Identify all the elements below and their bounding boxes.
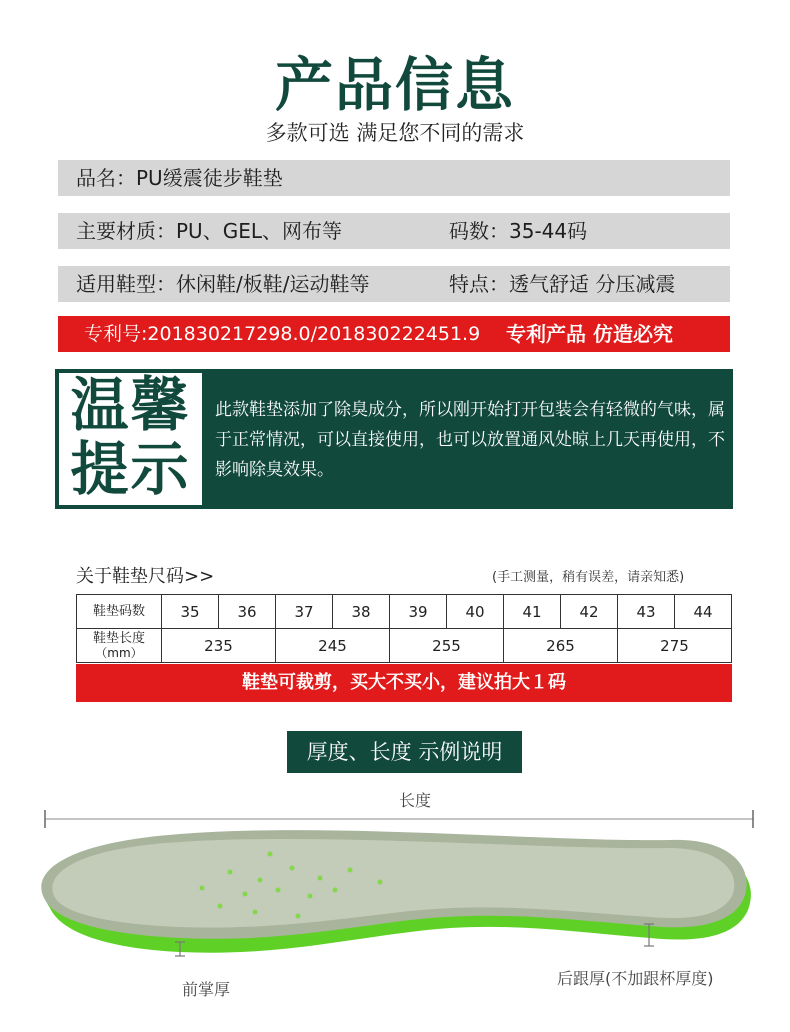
length-cell: 245 (276, 629, 390, 663)
product-shoe-type: 适用鞋型：休闲鞋/板鞋/运动鞋等 (76, 272, 370, 296)
size-cell: 38 (333, 595, 390, 629)
heel-thickness-label: 后跟厚(不加跟杯厚度) (557, 969, 714, 988)
size-row (77, 595, 732, 629)
notice-heading (59, 373, 202, 505)
size-table (76, 594, 732, 663)
size-cell: 37 (276, 595, 333, 629)
size-cell: 42 (561, 595, 618, 629)
size-chart-note: (手工测量，稍有误差，请亲知悉) (492, 570, 685, 585)
length-header-unit: （mm） (95, 645, 143, 660)
info-row-type (58, 266, 730, 302)
notice-box (55, 369, 733, 509)
length-header-cell (77, 629, 162, 663)
info-row-name (58, 160, 730, 196)
size-cell: 40 (447, 595, 504, 629)
length-cell: 255 (390, 629, 504, 663)
size-cell: 43 (618, 595, 675, 629)
size-cell: 35 (162, 595, 219, 629)
length-row (77, 629, 732, 663)
length-label: 长度 (398, 791, 431, 810)
length-header-label: 鞋垫长度 (92, 630, 145, 646)
size-cell: 36 (219, 595, 276, 629)
product-feature: 特点：透气舒适 分压减震 (449, 272, 676, 296)
notice-heading-line2: 提示 (70, 435, 191, 503)
size-chart-title: 关于鞋垫尺码>> (76, 566, 215, 587)
page-title: 产品信息 (274, 51, 515, 119)
size-cell: 39 (390, 595, 447, 629)
length-cell: 275 (618, 629, 732, 663)
patent-number: 专利号:201830217298.0/201830222451.9 (84, 323, 481, 345)
notice-text: 此款鞋垫添加了除臭成分，所以刚开始打开包装会有轻微的气味，属于正常情况，可以直接使用，也可以放置通风处晾上几天再使用，不影响除臭效果。 (215, 400, 725, 480)
product-size-range: 码数：35-44码 (449, 219, 588, 243)
size-cell: 44 (675, 595, 732, 629)
size-cell: 41 (504, 595, 561, 629)
length-cell: 235 (162, 629, 276, 663)
product-material: 主要材质：PU、GEL、网布等 (76, 219, 342, 243)
product-name: 品名：PU缓震徒步鞋垫 (76, 166, 283, 190)
info-row-material (58, 213, 730, 249)
example-title: 厚度、长度 示例说明 (287, 731, 522, 773)
size-header-cell: 鞋垫码数 (77, 595, 162, 629)
patent-claim: 专利产品 仿造必究 (506, 322, 673, 346)
notice-heading-line1: 温馨 (70, 371, 191, 439)
page-subtitle: 多款可选 满足您不同的需求 (265, 121, 525, 145)
length-cell: 265 (504, 629, 618, 663)
forefoot-thickness-label: 前掌厚 (182, 980, 231, 999)
patent-bar (58, 316, 730, 352)
insole-illustration (30, 820, 770, 970)
trim-advice-bar: 鞋垫可裁剪，买大不买小，建议拍大１码 (76, 664, 732, 702)
